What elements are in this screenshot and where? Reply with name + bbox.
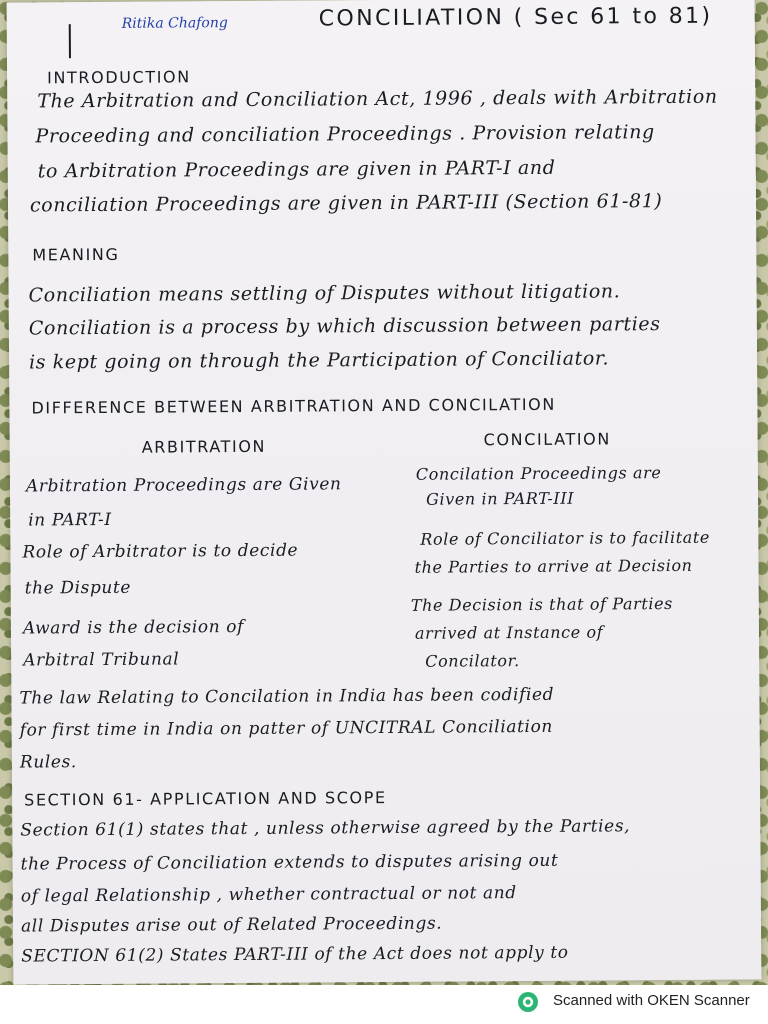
arbitration-point: Arbitration Proceedings are Given [25, 474, 342, 497]
oken-scanner-logo-icon [517, 991, 539, 1013]
arbitration-point: Award is the decision of [22, 616, 245, 639]
author-name: Ritika Chafong [121, 15, 228, 32]
scanner-watermark-text: Scanned with OKEN Scanner [553, 992, 750, 1009]
conciliation-point: arrived at Instance of [414, 622, 604, 643]
intro-line: conciliation Proceedings are given in PART-III (Section 61-81) [29, 190, 663, 217]
section61-line: SECTION 61(2) States PART-III of the Act does not apply to [21, 942, 569, 967]
section61-line: all Disputes arise out of Related Proceedings. [20, 913, 443, 937]
conciliation-point: Role of Conciliator is to facilitate [420, 527, 711, 549]
intro-line: Proceeding and conciliation Proceedings . Provision relating [35, 121, 655, 148]
meaning-line: is kept going on through the Participation of Conciliator. [29, 347, 610, 374]
meaning-heading: MEANING [32, 244, 120, 265]
arbitration-point: Arbitral Tribunal [23, 649, 180, 671]
arbitration-point: Role of Arbitrator is to decide [22, 540, 299, 563]
conciliation-point: Concilation Proceedings are [415, 463, 662, 484]
conciliation-point: Concilator. [425, 651, 520, 671]
law-line: for first time in India on patter of UNCITRAL Conciliation [19, 716, 554, 741]
section61-line: the Process of Conciliation extends to disputes arising out [20, 850, 559, 875]
section61-line: of legal Relationship , whether contractual or not and [20, 883, 517, 907]
column-heading-arbitration: ARBITRATION [141, 436, 267, 457]
page-title: CONCILIATION ( Sec 61 to 81) [318, 3, 713, 32]
arbitration-point: in PART-I [28, 509, 112, 531]
law-line: The law Relating to Concilation in India has been codified [19, 684, 555, 709]
meaning-line: Conciliation is a process by which discussion between parties [28, 313, 661, 340]
handwritten-page [7, 0, 762, 985]
intro-line: to Arbitration Proceedings are given in PART-I and [37, 156, 556, 183]
difference-heading: DIFFERENCE BETWEEN ARBITRATION AND CONCILATION [31, 394, 556, 418]
intro-heading: INTRODUCTION [47, 67, 191, 88]
intro-line: The Arbitration and Conciliation Act, 1996 , deals with Arbitration [37, 85, 718, 113]
section61-heading: SECTION 61- APPLICATION AND SCOPE [24, 787, 387, 810]
conciliation-point: the Parties to arrive at Decision [414, 555, 693, 577]
conciliation-point: The Decision is that of Parties [410, 593, 674, 615]
column-heading-conciliation: CONCILATION [483, 429, 611, 450]
margin-mark [69, 24, 71, 58]
section61-line: Section 61(1) states that , unless otherwise agreed by the Parties, [20, 816, 631, 841]
conciliation-point: Given in PART-III [425, 488, 575, 509]
arbitration-point: the Dispute [24, 577, 132, 599]
law-line: Rules. [19, 752, 77, 773]
meaning-line: Conciliation means settling of Disputes without litigation. [28, 280, 621, 307]
